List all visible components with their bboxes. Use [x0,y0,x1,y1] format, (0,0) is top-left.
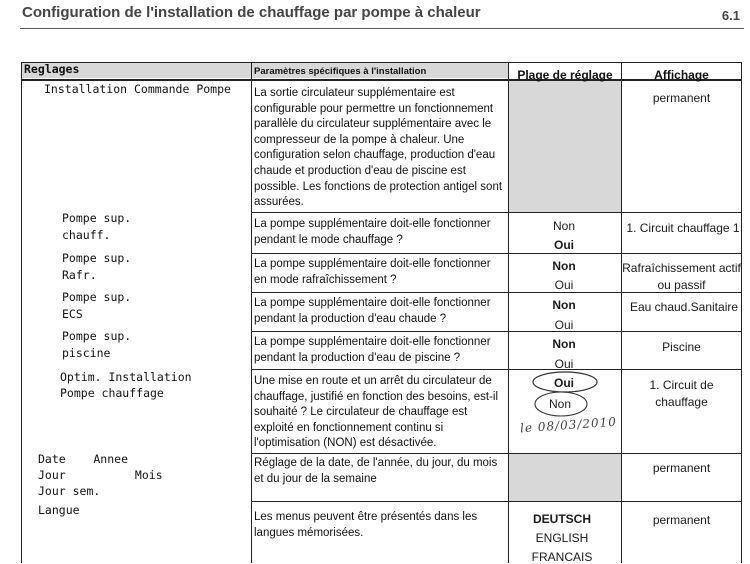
param-description: La pompe supplémentaire doit-elle fonctionner pendant le mode chauffage ? [254,218,491,246]
col-header-range: Plage de réglage [517,68,613,82]
setting-label: ECS [62,307,83,321]
page-title: Configuration de l'installation de chauffage par pompe à chaleur [22,4,481,21]
option-deutsch[interactable]: DEUTSCH [532,512,591,526]
shade-range-row7 [509,453,621,501]
setting-label: Installation Commande Pompe [44,82,231,96]
option-oui[interactable]: Oui [554,318,574,332]
handwritten-date: le 08/03/2010 [519,414,618,436]
col-header-params: Paramètres spécifiques à l'installation [254,66,427,77]
setting-label: Rafr. [62,268,97,282]
param-description: La pompe supplémentaire doit-elle fonctionner en mode rafraîchissement ? [254,258,491,286]
setting-label: Pompe sup. [62,211,132,225]
setting-label: Pompe sup. [62,251,132,265]
table-top-border [21,62,741,63]
setting-label: Jour Mois [38,468,163,482]
row-divider [252,331,741,332]
display-value: Piscine [662,340,701,354]
display-value: Rafraîchissement actif ou passif [622,261,741,292]
setting-label: Langue [38,503,80,517]
display-value: permanent [652,461,711,475]
table-left-border [21,62,22,563]
option-francais[interactable]: FRANCAIS [531,550,593,564]
col-divider [508,62,509,563]
param-description: La pompe supplémentaire doit-elle fonctionner pendant la production d'eau de piscine ? [254,336,491,364]
param-description: La pompe supplémentaire doit-elle fonctionner pendant la production d'eau chaude ? [254,297,491,325]
shade-range-row1 [509,80,621,212]
option-oui[interactable]: Oui [554,278,574,292]
param-description: Une mise en route et un arrêt du circulateur de chauffage, justifié en fonction des besoins, est-il souhaité ? Le circulateur de chauffage est exploité en fonctionnement continu si l'optimisation (NON) est désactivée. [254,375,498,450]
option-oui[interactable]: Oui [554,357,574,371]
display-value: 1. Circuit de chauffage [649,378,714,409]
setting-label: Pompe sup. [62,290,132,304]
display-value: permanent [652,91,711,105]
setting-label: chauff. [62,228,111,242]
display-value: 1. Circuit chauffage 1 [626,221,740,235]
col-divider [251,62,252,563]
option-oui[interactable]: Oui [554,238,574,252]
row-divider [252,501,741,502]
row-divider [252,453,741,454]
row-divider [252,369,741,370]
option-non[interactable]: Non [548,397,571,411]
option-non[interactable]: Non [552,337,576,351]
setting-label: Date Annee [38,452,129,466]
option-non[interactable]: Non [552,259,576,273]
option-oui[interactable]: Oui [554,376,574,390]
setting-label: Pompe chauffage [60,386,164,400]
setting-label: Pompe sup. [62,329,132,343]
page-number: 6.1 [721,8,740,23]
col-header-display: Affichage [654,68,709,82]
row-divider [252,253,741,254]
setting-label: Jour sem. [38,484,101,498]
param-description: La sortie circulateur supplémentaire est configurable pour permettre un fonctionnement parallèle du circulateur supplémentaire avec le compresseur de la pompe à chaleur. Une configuration selon chauffage, production d'eau chaude et production d'eau de piscine est possible. Les fonctions de protection antigel sont assurées. [254,87,503,209]
display-value: Eau chaud.Sanitaire [629,300,739,314]
setting-label: piscine [62,346,111,360]
option-non[interactable]: Non [552,298,576,312]
row-divider [252,212,741,213]
setting-label: Optim. Installation [60,370,192,384]
col-header-settings: Reglages [24,62,80,76]
display-value: permanent [652,513,711,527]
option-english[interactable]: ENGLISH [535,531,589,545]
param-description: Les menus peuvent être présentés dans les langues mémorisées. [254,511,478,539]
option-non[interactable]: Non [552,219,575,233]
param-description: Réglage de la date, de l'année, du jour, du mois et du jour de la semaine [254,457,498,485]
